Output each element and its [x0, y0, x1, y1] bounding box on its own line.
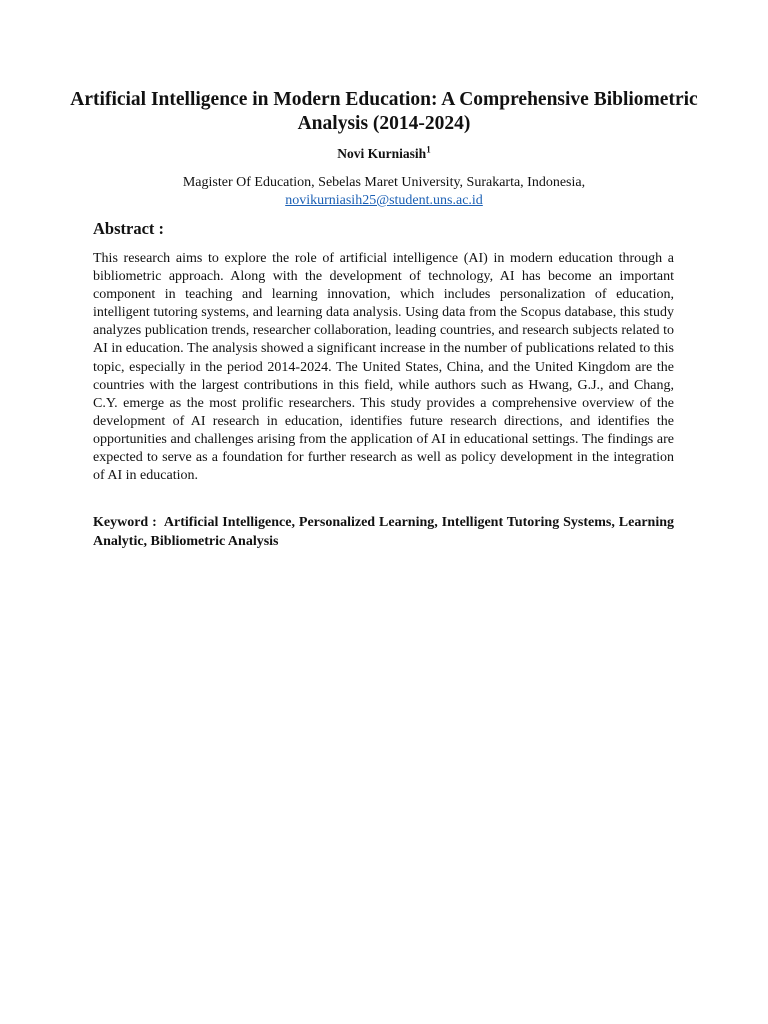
- affiliation-mark: 1: [426, 144, 431, 155]
- author-email-link[interactable]: novikurniasih25@student.uns.ac.id: [285, 193, 483, 208]
- keywords-label: Keyword :: [93, 515, 157, 530]
- author-name: Novi Kurniasih: [337, 146, 427, 161]
- author-line: [60, 145, 708, 163]
- abstract-heading: Abstract :: [93, 219, 165, 238]
- keywords-text: Artificial Intelligence, Personalized Learning, Intelligent Tutoring Systems, Learning Analytic, Bibliometric Analysis: [93, 515, 674, 549]
- abstract-body: This research aims to explore the role of artificial intelligence (AI) in modern education through a bibliometric approach. Along with the development of technology, AI has become an important component in teaching and learning innovation, which includes personalization of education, intelligent tutoring systems, and learning data analysis. Using data from the Scopus database, this study analyzes publication trends, researcher collaboration, leading countries, and research subjects related to AI in education. The analysis showed a significant increase in the number of publications related to this topic, especially in the period 2014-2024. The United States, China, and the United Kingdom are the countries with the largest contributions in this field, while authors such as Hwang, G.J., and Chang, C.Y. emerge as the most prolific researchers. This study provides a comprehensive overview of the development of AI research in education, identifies future research directions, and identifies the opportunities and challenges arising from the application of AI in educational settings. The findings are expected to serve as a foundation for further research as well as policy development in the integration of AI in education.: [93, 251, 674, 484]
- paper-title: Artificial Intelligence in Modern Education: A Comprehensive Bibliometric Analysis (2014-2024): [70, 89, 698, 134]
- affiliation-block: [60, 174, 708, 210]
- keywords-paragraph: [93, 513, 674, 551]
- affiliation-text: Magister Of Education, Sebelas Maret University, Surakarta, Indonesia,: [182, 175, 586, 190]
